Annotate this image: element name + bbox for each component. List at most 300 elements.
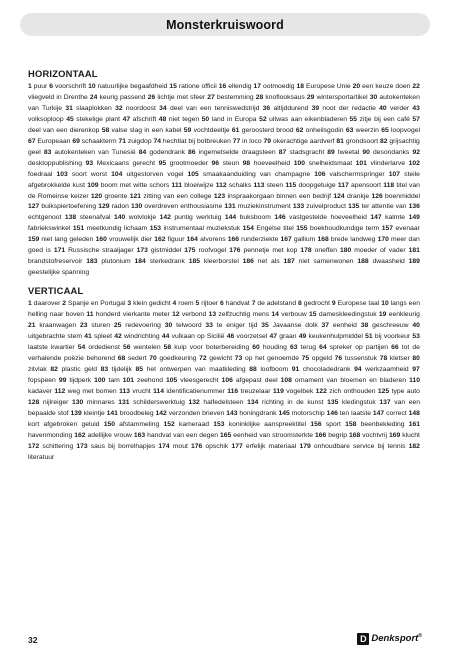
clue-text: boekhoudkundige term [309,225,380,233]
clue [162,333,225,340]
clue-text: honingdrank [239,409,277,417]
clue-text: Spanje en Portugal [67,300,126,308]
clue [378,388,420,395]
clue [65,105,111,112]
clue-text: overdreven enthousiasme [144,203,223,211]
clue [299,333,363,340]
clue-number: 176 [190,442,203,450]
clue-number: 85 [135,365,144,373]
clue [73,225,147,232]
clue-text: spreker op partijen [329,343,389,351]
clue [225,214,271,221]
section-heading-horizontaal: HORIZONTAAL [28,68,98,79]
clue-number: 119 [272,387,284,395]
clue [269,333,296,340]
clue-number: 78 [379,354,388,362]
clue-text: telwoord [176,322,202,330]
clue-text: kort afgebroken geluid [28,420,100,428]
clue-text: kledingstuk [341,398,376,406]
clue-number: 144 [224,214,237,222]
clue [389,432,420,439]
clue-text: brede landweg [330,236,376,244]
clue [380,355,410,362]
clue-number: 118 [383,181,395,189]
clue-text: ordedienst [88,343,120,351]
clue-text: sterkedrank [149,258,185,266]
clue-text: beenbekleding [360,420,405,428]
clue-text: autokenteken van Tunesië [54,148,136,156]
clue-text: ellendig [228,83,252,90]
clue [28,83,47,90]
clue-text: langs een helling naar boven [28,300,420,319]
clue-text: ornament van bloemen en bladeren [294,376,407,384]
clue-text: evenaar [395,225,420,233]
clue-text: verbouw [281,311,307,319]
clue [114,322,161,329]
clue-text: schittering [42,442,74,450]
clue-text: opschik [205,442,229,450]
clue-number: 186 [242,258,254,266]
clue [259,116,347,123]
clue [278,410,324,417]
clue-number: 187 [283,258,295,266]
clue [148,94,205,101]
clue-text: boenmiddel [385,192,420,200]
clue [354,366,409,373]
clue-text: werkzaamheid [365,365,409,373]
clue-text: steenafval [79,214,111,222]
title-banner [20,13,430,36]
clue [102,127,182,134]
clue-number: 21 [28,322,36,330]
clue-text: radon [111,203,129,211]
clue [135,258,185,265]
clue-number: 6 [49,83,53,90]
clue [322,322,357,329]
clue [254,182,284,189]
clue [139,149,185,156]
clue-number: 135 [348,203,360,211]
clue [114,214,156,221]
clue [165,322,202,329]
clue-number: 77 [232,137,241,145]
clue [171,182,213,189]
clue-text: snelheidsmaat [308,159,353,167]
clue-text: gewicht [209,354,233,362]
clue [256,94,305,101]
clue [213,421,306,428]
clue [227,388,270,395]
clue-text: instrumentaal muziekstuk [163,225,241,233]
clue-number: 35 [261,322,269,330]
clue [123,116,157,123]
clue [346,127,379,134]
clue-text: desondanks [372,148,410,156]
clue-number: 130 [72,398,84,406]
clue-text: op het genoemde [244,354,299,362]
clue-number: 142 [155,409,167,417]
clue-number: 28 [255,93,264,101]
clue-text: eenkleurig [388,311,420,319]
clue [293,203,346,210]
clue-text: Europeaan [37,137,71,145]
clue-number: 18 [296,83,304,90]
publisher-logo-text: Denksport [371,633,419,645]
denksport-d-logo-icon: D [357,633,369,645]
clue [353,83,411,90]
clue-number: 120 [90,192,103,200]
clue-number: 8 [298,300,302,308]
clue [184,247,226,254]
clue-text: verbond [181,311,207,319]
clue-number: 87 [278,148,287,156]
clue-number: 47 [269,333,277,341]
clue-number: 114 [153,387,164,395]
clue-number: 10 [381,300,389,308]
clue-number: 84 [138,148,147,156]
clue-number: 112 [54,387,66,395]
clue-text: echtgenoot [28,214,62,222]
clue-number: 115 [285,181,297,189]
clue [349,432,387,439]
clue-text: literatuur [28,453,55,461]
clue-text: tijdperk [69,376,92,384]
clue-text: autokenteken van Turkije [28,93,420,112]
clue-number: 5 [195,300,200,308]
clue-text: plastic geld [61,365,97,373]
clue-text: geroosterd brood [241,126,294,134]
clue-number: 32 [115,104,123,112]
clue-number: 177 [231,442,243,450]
clue-text: houding [262,343,287,351]
clue-text: van een bepaalde stof [28,398,420,417]
clue-text: drankje [346,192,370,200]
clue-number: 102 [408,159,420,167]
clue-text: kletser [389,354,410,362]
clue-number: 123 [213,192,226,200]
clue-number: 133 [292,203,305,211]
clue-number: 126 [371,192,383,200]
clue-text: kadaver [28,387,53,395]
clue-text: minnares [86,398,115,406]
clue-number: 93 [85,159,94,167]
clue [243,160,291,167]
clue-number: 9 [331,300,336,308]
clue-text: vliegveld in Drenthe [28,93,88,101]
clue-number: 178 [300,247,312,255]
clue-text: Mexicaans gerecht [96,159,156,167]
clue-number: 156 [310,420,322,428]
clue-number: 80 [412,354,420,362]
clue [247,399,323,406]
clue [196,300,219,307]
clue-number: 70 [149,354,157,362]
clue [118,399,185,406]
clue-number: 64 [319,343,327,351]
clue [189,399,244,406]
clue-text: kraanwagen [39,322,77,330]
clue-text: geestelijke spanning [28,269,90,277]
clue-text: goedkeuring [159,354,197,362]
clue-number: 124 [333,192,345,200]
clue-text: Europese taal [337,300,380,308]
clue-text: richting in de kunst [262,398,324,406]
clue-text: opgeld [311,354,333,362]
clue-number: 86 [188,148,196,156]
clue-text: handvat van een degen [147,431,219,439]
clue-text: kameraad [179,420,210,428]
clue [153,388,225,395]
clue-text: Europese Unie [305,83,351,90]
clue-number: 60 [252,343,260,351]
clue-number: 73 [234,354,243,362]
clue-text: vogelbek [286,387,314,395]
clue-number: 146 [326,409,338,417]
clue [302,355,332,362]
clue-text: chocoladedrank [302,365,351,373]
clue-number: 39 [311,104,320,112]
clue [332,300,379,307]
clue [356,160,405,167]
clue-number: 167 [280,236,292,244]
clue-number: 23 [79,322,88,330]
clue [65,214,111,221]
clue-text: kleintje [83,409,105,417]
clue-text: grijsachtig geel [28,137,420,156]
clue-text: oneffen [314,247,338,255]
clue-number: 141 [106,409,118,417]
clue [249,366,288,373]
clue-text: pennetje met kop [243,247,298,255]
clue [184,127,230,134]
clue-number: 82 [379,137,388,145]
clue-text: natuurlijke begaafdheid [97,83,168,90]
clue [309,311,377,318]
clue-text: correct [386,409,407,417]
clue-text: zuivelproduct [306,203,346,211]
clue-number: 125 [377,387,390,395]
clue-content [28,68,420,463]
clue-number: 130 [131,203,143,211]
clue-number: 14 [271,311,279,319]
clue-text: windrichting [124,333,160,341]
clue-text: schalks [228,181,252,189]
clue-number: 142 [159,214,171,222]
clue-number: 101 [355,159,367,167]
clue-number: 172 [28,442,40,450]
clue-text: schilderswerktuig [133,398,185,406]
clue-number: 7 [251,300,256,308]
clue [292,366,351,373]
clue [370,214,405,221]
clue-number: 48 [158,115,167,123]
clue-number: 10 [88,83,96,90]
clue-text: graan [279,333,297,341]
clue-list-horizontaal [28,82,420,279]
clue-number: 4 [172,300,177,308]
clue-text: net als [257,258,280,266]
clue [361,322,409,329]
clue-text: noot der redactie [322,104,376,112]
clue-number: 109 [87,181,99,189]
clue [156,410,225,417]
clue-number: 44 [161,333,170,341]
clue-number: 112 [215,181,227,189]
clue [224,203,290,210]
clue-text: kalmte [385,214,406,222]
clue-number: 79 [263,137,272,145]
clue [345,421,404,428]
clue [327,399,376,406]
clue [281,377,406,384]
clue [118,355,147,362]
clue-number: 56 [122,343,131,351]
clue [131,203,222,210]
clue-text: plutonium [101,258,131,266]
clue-text: voorzetsel [236,333,268,341]
clue-text: muziekinstrument [237,203,291,211]
clue-text: broodbeleg [119,409,154,417]
clue-number: 145 [278,409,290,417]
clue-number: 82 [50,365,58,373]
clue-text: sturen [91,322,111,330]
clue [114,333,159,340]
clue-text: desktoppublishing [28,159,83,167]
clue-text: groente [104,192,128,200]
clue-text: valschermspringer [329,170,385,178]
clue-number: 136 [408,203,420,211]
clue-number: 95 [158,159,167,167]
clue-text: gedrocht [303,300,330,308]
clue-number: 29 [306,93,315,101]
clue-text: redevoering [125,322,161,330]
clue-text: hoeveelheid [253,159,291,167]
clue-text: zuigdop [127,137,152,145]
clue-number: 149 [408,214,420,222]
clue-number: 150 [103,420,115,428]
clue [74,432,132,439]
clue-text: sedert [127,354,147,362]
clue [381,127,420,134]
clue-number: 11 [86,311,94,319]
clue [229,247,297,254]
clue [189,258,239,265]
clue-text: doopgetuige [298,181,336,189]
clue-text: roem [178,300,194,308]
clue-text: vastgestelde hoeveelheid [289,214,367,222]
clue-number: 100 [94,376,106,384]
clue-text: okerachtige aardverf [272,137,335,145]
clue [127,300,170,307]
clue [88,83,167,90]
clue-text: type auto [391,387,420,395]
clue-number: 166 [314,431,327,439]
clue-number: 92 [412,148,420,156]
clue-text: spleet [94,333,113,341]
clue-number: 138 [64,214,77,222]
clue-number: 143 [226,409,238,417]
clue [72,138,116,145]
page-footer [28,629,422,645]
clue-text: nijlreiger [42,398,69,406]
clue-text: alvorens [200,236,226,244]
clue [252,344,287,351]
clue-text: verzonden brieven [168,409,225,417]
clue [123,377,163,384]
clue [119,388,151,395]
clue-number: 158 [345,420,357,428]
clue [96,236,152,243]
clue-number: 46 [226,333,235,341]
clue-text: altijddurend [273,104,309,112]
clue [362,149,409,156]
clue-number: 72 [199,354,207,362]
clue-number: 128 [28,398,40,406]
clue-text: daarover [33,300,61,308]
clue [199,355,232,362]
clue-text: de adelstand [257,300,297,308]
clue-text: ootmoedig [262,83,295,90]
clue-number: 160 [95,236,107,244]
clue-text: kuip voor boterbereiding [174,343,250,351]
clue-text: roofvogel [198,247,227,255]
clue-number: 37 [321,322,330,330]
clue-number: 107 [388,170,401,178]
clue-number: 20 [352,83,361,90]
clue-text: weg met bomen [67,387,117,395]
clue-text: vochtdeeltje [193,126,230,134]
clue [149,355,196,362]
clue-number: 88 [249,365,257,373]
clue-text: soort worst [71,170,108,178]
clue [158,443,187,450]
clue-number: 16 [218,83,227,90]
clue-number: 34 [159,104,167,112]
clue-number: 153 [213,420,225,428]
clue-number: 90 [362,148,370,156]
clue-number: 181 [408,247,420,255]
clue-number: 47 [122,115,131,123]
clue-number: 58 [163,343,172,351]
clue-text: zeehond [137,376,163,384]
clue-number: 55 [349,115,358,123]
clue-number: 30 [164,322,173,330]
clue [188,171,311,178]
clue [222,377,278,384]
clue [271,311,306,318]
clue-number: 15 [169,83,177,90]
clue-text: titel van de Romeinse keizer [28,181,420,200]
clue [310,421,341,428]
clue-text: gistmiddel [150,247,182,255]
clue [62,300,125,307]
clue [164,344,249,351]
clue-number: 189 [408,258,420,266]
clue-number: 162 [154,236,166,244]
clue-number: 161 [408,420,420,428]
clue [28,322,76,329]
clue-number: 76 [334,354,343,362]
clue-text: lichtje met sfeer [157,93,206,101]
clue [28,399,68,406]
clue-number: 53 [412,333,420,341]
clue-text: ingemetselde draagsteen [198,148,276,156]
clue [207,94,253,101]
clue-text: zich onthouden [329,387,376,395]
clue-number: 97 [412,365,420,373]
clue-text: mout [172,442,188,450]
clue [54,388,116,395]
